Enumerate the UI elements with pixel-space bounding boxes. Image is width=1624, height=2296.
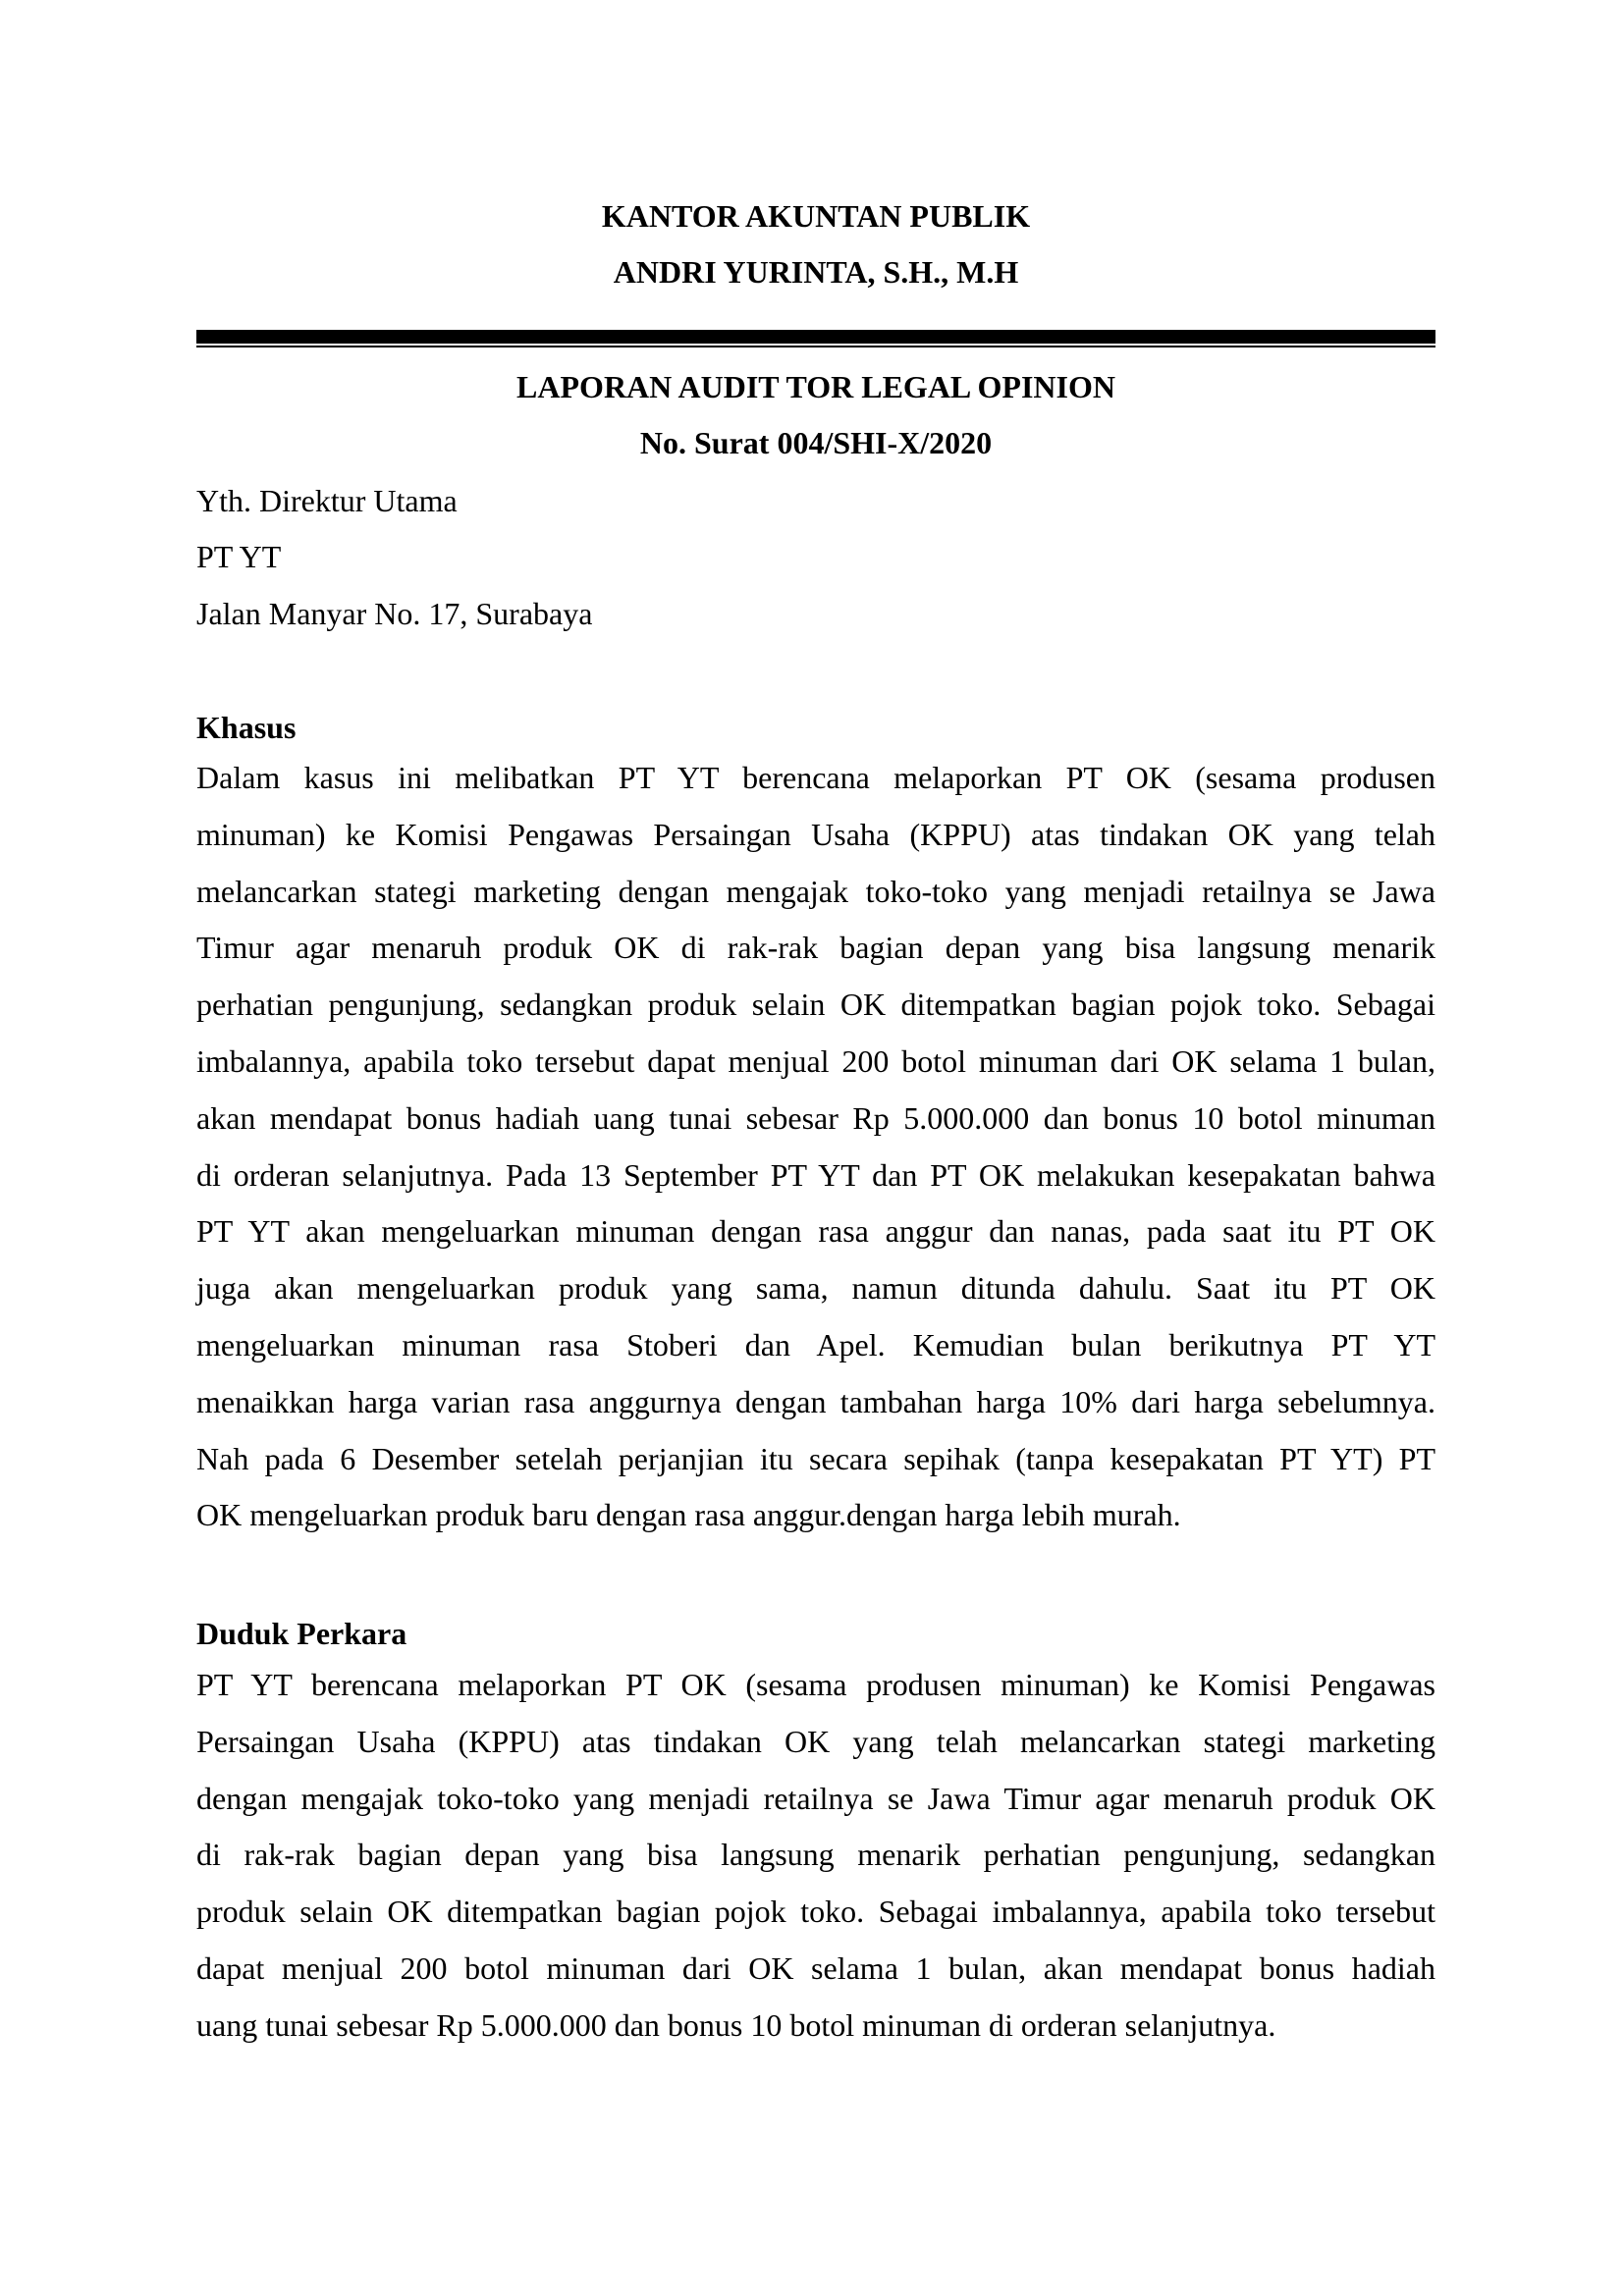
letter-number: No. Surat 004/SHI-X/2020 <box>639 425 993 460</box>
paragraph-line: menaikkan harga varian rasa anggurnya dengan tambahan harga 10% dari harga sebelumnya. <box>196 1383 1435 1419</box>
paragraph-line: produk selain OK ditempatkan bagian pojok toko. Sebagai imbalannya, apabila toko tersebut <box>196 1894 1435 1930</box>
paragraph-line: Timur agar menaruh produk OK di rak-rak bagian depan yang bisa langsung menarik <box>196 930 1435 966</box>
paragraph-line: Nah pada 6 Desember setelah perjanjian itu secara sepihak (tanpa kesepakatan PT YT) PT <box>196 1440 1435 1476</box>
paragraph-line: mengeluarkan minuman rasa Stoberi dan Apel. Kemudian bulan berikutnya PT YT <box>196 1326 1435 1362</box>
paragraph-line: perhatian pengunjung, sedangkan produk selain OK ditempatkan bagian pojok toko. Sebagai <box>196 987 1435 1023</box>
paragraph-line: PT YT berencana melaporkan PT OK (sesama produsen minuman) ke Komisi Pengawas <box>196 1667 1435 1702</box>
paragraph-line: di orderan selanjutnya. Pada 13 September PT YT dan PT OK melakukan kesepakatan bahwa <box>196 1156 1435 1193</box>
recipient-title: Yth. Direktur Utama <box>196 483 458 518</box>
firm-name: KANTOR AKUNTAN PUBLIK <box>601 198 1031 234</box>
recipient-company: PT YT <box>196 539 282 574</box>
recipient-address: Jalan Manyar No. 17, Surabaya <box>196 596 593 631</box>
paragraph-line: imbalannya, apabila toko tersebut dapat menjual 200 botol minuman dari OK selama 1 bulan, <box>196 1042 1435 1079</box>
paragraph-line: PT YT akan mengeluarkan minuman dengan rasa anggur dan nanas, pada saat itu PT OK <box>196 1213 1435 1250</box>
duduk-perkara-paragraph <box>196 1657 1435 2055</box>
header-divider-thick <box>196 330 1435 344</box>
header-divider-thin <box>196 346 1435 347</box>
paragraph-line: akan mendapat bonus hadiah uang tunai sebesar Rp 5.000.000 dan bonus 10 botol minuman <box>196 1099 1435 1136</box>
paragraph-line: Persaingan Usaha (KPPU) atas tindakan OK yang telah melancarkan stategi marketing <box>196 1723 1435 1759</box>
paragraph-line: minuman) ke Komisi Pengawas Persaingan Usaha (KPPU) atas tindakan OK yang telah <box>196 816 1435 852</box>
paragraph-line: dengan mengajak toko-toko yang menjadi retailnya se Jawa Timur agar menaruh produk OK <box>196 1780 1435 1816</box>
duduk-perkara-heading: Duduk Perkara <box>196 1616 407 1651</box>
report-title: LAPORAN AUDIT TOR LEGAL OPINION <box>516 369 1115 404</box>
paragraph-line: uang tunai sebesar Rp 5.000.000 dan bonus 10 botol minuman di orderan selanjutnya. <box>196 2006 1276 2043</box>
khasus-paragraph <box>196 750 1435 1544</box>
firm-owner: ANDRI YURINTA, S.H., M.H <box>613 254 1019 290</box>
paragraph-line: di rak-rak bagian depan yang bisa langsung menarik perhatian pengunjung, sedangkan <box>196 1837 1435 1873</box>
paragraph-line: dapat menjual 200 botol minuman dari OK selama 1 bulan, akan mendapat bonus hadiah <box>196 1949 1435 1986</box>
paragraph-line: OK mengeluarkan produk baru dengan rasa anggur.dengan harga lebih murah. <box>196 1497 1181 1533</box>
paragraph-line: melancarkan stategi marketing dengan mengajak toko-toko yang menjadi retailnya se Jawa <box>196 873 1435 909</box>
paragraph-line: Dalam kasus ini melibatkan PT YT berencana melaporkan PT OK (sesama produsen <box>196 760 1435 795</box>
khasus-heading: Khasus <box>196 710 297 745</box>
paragraph-line: juga akan mengeluarkan produk yang sama, namun ditunda dahulu. Saat itu PT OK <box>196 1270 1435 1307</box>
